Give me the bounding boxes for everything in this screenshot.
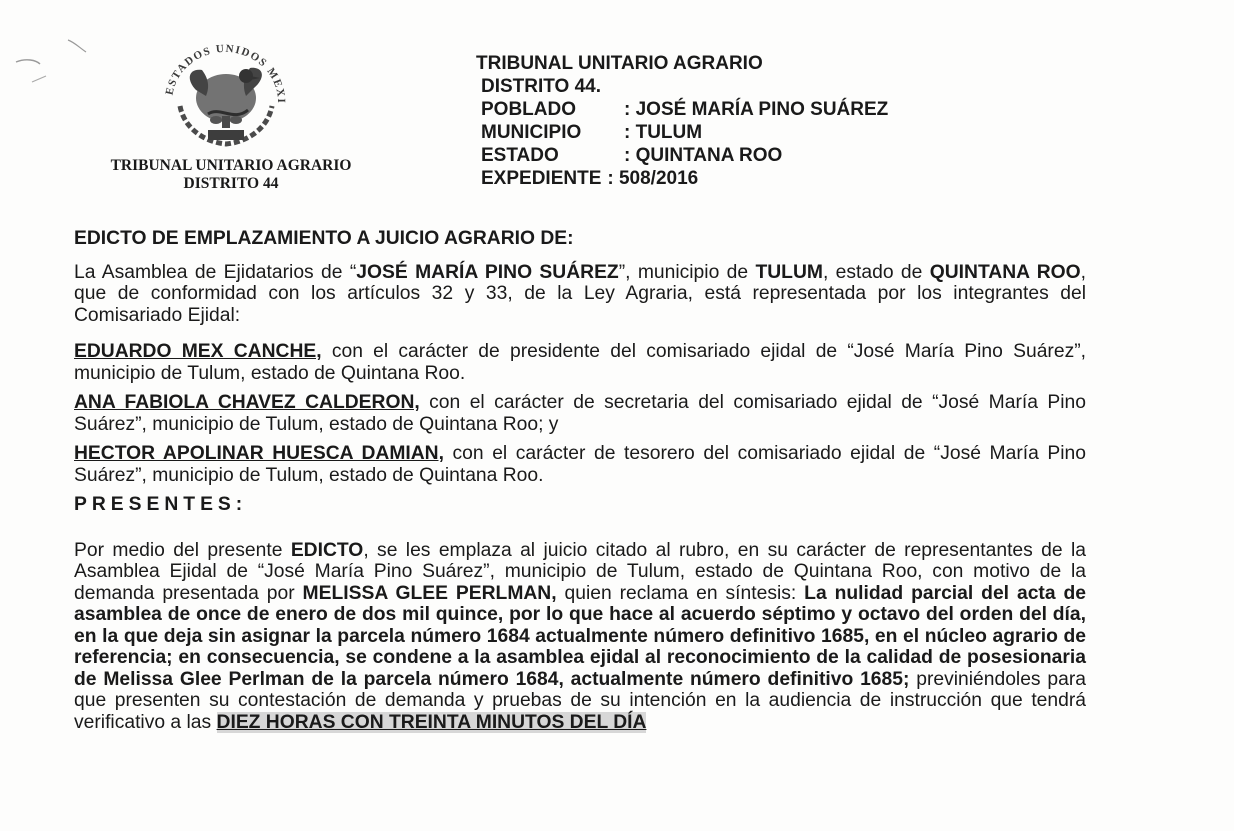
main-bold: EDICTO bbox=[290, 539, 364, 561]
mexican-coat-of-arms-icon bbox=[150, 40, 300, 152]
member-name: EDUARDO MEX CANCHE, bbox=[74, 341, 322, 362]
intro-text: , que de conformidad con los artículos 32 y 33, de la Ley Agraria, está representada por los integrantes del Comisariado Ejidal: bbox=[74, 261, 1086, 326]
main-bold: MELISSA GLEE PERLMAN, bbox=[302, 582, 557, 604]
intro-text: ”, municipio de bbox=[618, 261, 756, 283]
seal bbox=[150, 40, 300, 152]
margin-pen-mark bbox=[6, 30, 96, 100]
header-value: : TULUM bbox=[624, 122, 703, 143]
header-value: : JOSÉ MARÍA PINO SUÁREZ bbox=[624, 99, 889, 120]
edict-subject: EDICTO DE EMPLAZAMIENTO A JUICIO AGRARIO DE: bbox=[74, 228, 574, 249]
court-title: TRIBUNAL UNITARIO AGRARIO bbox=[476, 53, 763, 74]
member-paragraph-president bbox=[74, 341, 1086, 384]
header-row-estado bbox=[476, 144, 888, 167]
member-text: con el carácter de presidente del comisariado ejidal de “José María Pino Suárez”, municipio de Tulum, estado de Quintana Roo. bbox=[74, 341, 1086, 384]
seal-caption-line1: TRIBUNAL UNITARIO AGRARIO bbox=[110, 157, 352, 174]
header-label: ESTADO bbox=[481, 145, 559, 166]
case-header bbox=[476, 52, 888, 190]
main-text: quien reclama en síntesis: bbox=[556, 582, 805, 604]
member-name: ANA FABIOLA CHAVEZ CALDERON, bbox=[74, 392, 420, 413]
intro-bold: JOSÉ MARÍA PINO SUÁREZ bbox=[356, 261, 619, 283]
presentes-heading: PRESENTES: bbox=[74, 494, 248, 515]
header-label: EXPEDIENTE bbox=[481, 168, 602, 189]
member-paragraph-secretary bbox=[74, 392, 1086, 435]
member-text: con el carácter de tesorero del comisariado ejidal de “José María Pino Suárez”, municipio de Tulum, estado de Quintana Roo. bbox=[74, 443, 1086, 486]
header-row-municipio bbox=[476, 121, 888, 144]
main-bold: La nulidad parcial del acta de asamblea de once de enero de dos mil quince, por lo que hace al acuerdo séptimo y octavo del orden del día, en la que deja sin asignar la parcela número 1684 actualmente número definitivo 1685, en el núcleo agrario de referencia; en consecuencia, se condene a la asamblea ejidal al reconocimiento de la calidad de posesionaria de Melissa Glee Perlman de la parcela número 1684, actualmente número definitivo 1685; bbox=[74, 582, 1086, 690]
header-label: MUNICIPIO bbox=[481, 122, 582, 143]
header-value: : QUINTANA ROO bbox=[624, 145, 783, 166]
main-text: previniéndoles para que presenten su contestación de demanda y pruebas de su intención en la audiencia de instrucción que tendrá verificativo a las bbox=[74, 668, 1086, 733]
intro-text: La Asamblea de Ejidatarios de “ bbox=[74, 261, 357, 283]
seal-caption bbox=[72, 157, 390, 193]
court-district: DISTRITO 44. bbox=[481, 76, 602, 97]
member-paragraph-treasurer bbox=[74, 443, 1086, 486]
seal-caption-line2: DISTRITO 44 bbox=[183, 175, 279, 192]
intro-paragraph bbox=[74, 262, 1086, 327]
intro-text: , estado de bbox=[822, 261, 930, 283]
main-text: , se les emplaza al juicio citado al rubro, en su carácter de representantes de la Asamblea Ejidal de “José María Pino Suárez”, municipio de Tulum, estado de Quintana Roo, con motivo de la demanda presentada por bbox=[74, 539, 1087, 604]
header-row-poblado bbox=[476, 98, 888, 121]
hearing-time-highlight: DIEZ HORAS CON TREINTA MINUTOS DEL DÍA bbox=[216, 711, 647, 733]
svg-text:ESTADOS UNIDOS MEXICANOS: ESTADOS UNIDOS MEXI bbox=[163, 42, 288, 105]
member-name: HECTOR APOLINAR HUESCA DAMIAN, bbox=[74, 443, 444, 464]
member-text: con el carácter de secretaria del comisariado ejidal de “José María Pino Suárez”, municipio de Tulum, estado de Quintana Roo; y bbox=[74, 392, 1086, 435]
header-label: POBLADO bbox=[481, 99, 576, 120]
header-value: : 508/2016 bbox=[607, 168, 699, 189]
intro-bold: TULUM bbox=[755, 261, 823, 283]
main-text: Por medio del presente bbox=[74, 539, 291, 561]
document-body bbox=[74, 228, 1086, 748]
main-paragraph bbox=[74, 540, 1086, 734]
header-row-expediente bbox=[476, 167, 888, 190]
intro-bold: QUINTANA ROO bbox=[929, 261, 1081, 283]
